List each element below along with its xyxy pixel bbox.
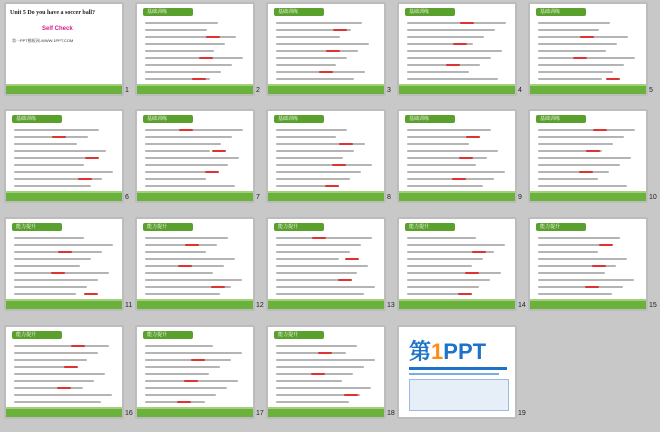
text-line [276, 359, 375, 361]
text-line [14, 387, 83, 389]
answer-mark [206, 36, 220, 38]
slide-thumbnail[interactable] [136, 110, 254, 202]
section-header-text: 能力提升 [16, 224, 37, 230]
text-line [145, 57, 243, 59]
slide-thumbnail[interactable] [398, 326, 516, 418]
text-line [276, 129, 347, 131]
text-line [538, 178, 598, 180]
text-line [14, 129, 99, 131]
answer-mark [465, 272, 479, 274]
text-line [276, 286, 375, 288]
slide-thumbnail[interactable] [398, 218, 516, 310]
answer-mark [339, 143, 353, 145]
text-line [407, 29, 495, 31]
slide-footer-bar [6, 86, 122, 94]
text-line [538, 78, 602, 80]
slide-number: 3 [387, 87, 391, 94]
promo-panel [409, 379, 509, 411]
slide-number: 14 [518, 302, 526, 309]
text-line [538, 279, 634, 281]
answer-mark [184, 380, 198, 382]
text-line [145, 178, 206, 180]
answer-mark [585, 286, 599, 288]
answer-mark [84, 293, 98, 295]
text-line [276, 22, 362, 24]
text-line [538, 22, 610, 24]
slide-number: 17 [256, 410, 264, 417]
slide-thumbnail[interactable] [267, 326, 385, 418]
section-header-text: 基础训练 [278, 9, 299, 15]
text-line [14, 380, 94, 382]
answer-mark [593, 129, 607, 131]
answer-mark [580, 36, 594, 38]
text-line [14, 171, 113, 173]
section-header-text: 基础训练 [278, 116, 299, 122]
text-line [407, 279, 490, 281]
slide-footer-bar [530, 86, 646, 94]
text-line [145, 64, 232, 66]
logo-underline [409, 367, 507, 370]
slide-thumbnail[interactable] [267, 110, 385, 202]
text-line [145, 359, 231, 361]
text-line [14, 279, 98, 281]
text-line [145, 29, 207, 31]
slide-number: 9 [518, 194, 522, 201]
text-line [14, 293, 76, 295]
text-line [538, 43, 617, 45]
answer-mark [458, 293, 472, 295]
answer-mark [57, 387, 71, 389]
slide-footer-bar [399, 301, 515, 309]
text-line [407, 57, 491, 59]
text-line [407, 150, 498, 152]
section-header-text: 能力提升 [278, 224, 299, 230]
section-header-text: 能力提升 [278, 332, 299, 338]
text-line [407, 244, 505, 246]
text-line [276, 244, 361, 246]
logo-text: PPT [443, 339, 487, 364]
text-line [538, 50, 606, 52]
answer-mark [333, 29, 347, 31]
text-line [276, 178, 350, 180]
logo-char: 第 [409, 339, 432, 364]
slide-subtitle: Self Check [42, 26, 73, 32]
answer-mark [311, 373, 325, 375]
text-line [14, 394, 112, 396]
slide-footer-bar [137, 301, 253, 309]
slide-footer-bar [530, 301, 646, 309]
text-line [407, 237, 476, 239]
slide-thumbnail[interactable] [136, 326, 254, 418]
text-line [14, 150, 106, 152]
answer-mark [52, 136, 66, 138]
text-line [538, 64, 624, 66]
answer-mark [460, 22, 474, 24]
slide-footer-bar [530, 193, 646, 201]
answer-mark [338, 279, 352, 281]
answer-mark [326, 50, 340, 52]
text-line [407, 164, 476, 166]
slide-thumbnail[interactable] [529, 110, 647, 202]
text-line [538, 71, 613, 73]
text-line [145, 251, 206, 253]
text-line [407, 286, 479, 288]
text-line [276, 258, 339, 260]
text-line [538, 237, 620, 239]
text-line [276, 251, 350, 253]
slide-footer-bar [6, 301, 122, 309]
text-line [276, 57, 347, 59]
text-line [276, 171, 361, 173]
text-line [14, 136, 88, 138]
slide-thumbnail[interactable] [136, 218, 254, 310]
text-line [145, 43, 225, 45]
answer-mark [599, 244, 613, 246]
text-line [145, 237, 228, 239]
logo-number: 1 [431, 339, 444, 364]
slide-number: 16 [125, 410, 133, 417]
slide-footer-bar [137, 409, 253, 417]
slide-thumbnail[interactable] [529, 218, 647, 310]
answer-mark [319, 71, 333, 73]
text-line [145, 71, 221, 73]
text-line [145, 50, 214, 52]
answer-mark [192, 78, 206, 80]
answer-mark [185, 244, 199, 246]
answer-mark [459, 157, 473, 159]
logo-tagline [409, 373, 499, 375]
answer-mark [586, 150, 600, 152]
slide-number: 19 [518, 410, 526, 417]
text-line [14, 258, 91, 260]
text-line [407, 78, 498, 80]
section-header-text: 基础训练 [409, 116, 430, 122]
answer-mark [179, 129, 193, 131]
text-line [276, 164, 372, 166]
text-line [14, 164, 84, 166]
text-line [145, 394, 216, 396]
text-line [276, 43, 369, 45]
text-line [276, 265, 368, 267]
section-header-text: 基础训练 [16, 116, 37, 122]
answer-mark [212, 150, 226, 152]
text-line [14, 143, 77, 145]
slide-footer-bar [399, 86, 515, 94]
text-line [145, 345, 213, 347]
text-line [538, 171, 609, 173]
slide-number: 7 [256, 194, 260, 201]
text-line [276, 136, 336, 138]
text-line [145, 387, 227, 389]
answer-mark [592, 265, 606, 267]
text-line [407, 22, 506, 24]
answer-mark [51, 272, 65, 274]
answer-mark [71, 345, 85, 347]
text-line [145, 401, 205, 403]
slide-footer-bar [268, 409, 384, 417]
slide-url-text: 第一PPT模板网-WWW.1PPT.COM [12, 38, 74, 43]
slide-number: 4 [518, 87, 522, 94]
text-line [145, 150, 210, 152]
text-line [407, 258, 483, 260]
answer-mark [579, 171, 593, 173]
text-line [276, 272, 357, 274]
slide-thumbnail[interactable] [267, 3, 385, 95]
text-line [407, 50, 502, 52]
text-line [14, 345, 109, 347]
text-line [145, 129, 243, 131]
slide-thumbnail[interactable] [398, 110, 516, 202]
section-header-text: 能力提升 [409, 224, 430, 230]
text-line [538, 272, 605, 274]
text-line [407, 129, 491, 131]
text-line [276, 366, 364, 368]
text-line [145, 373, 209, 375]
text-line [538, 129, 635, 131]
answer-mark [177, 401, 191, 403]
answer-mark [191, 359, 205, 361]
answer-mark [344, 394, 358, 396]
text-line [14, 373, 105, 375]
slide-number: 1 [125, 87, 129, 94]
section-header-text: 基础训练 [540, 9, 561, 15]
answer-mark [452, 178, 466, 180]
text-line [538, 185, 627, 187]
slide-number: 12 [256, 302, 264, 309]
answer-mark [58, 251, 72, 253]
slide-number: 13 [387, 302, 395, 309]
text-line [145, 36, 236, 38]
text-line [145, 272, 213, 274]
answer-mark [446, 64, 460, 66]
text-line [14, 286, 87, 288]
text-line [407, 36, 484, 38]
slide-footer-bar [268, 86, 384, 94]
slide-thumbnail[interactable] [136, 3, 254, 95]
slide-footer-bar [6, 409, 122, 417]
slide-thumbnail[interactable] [5, 110, 123, 202]
text-line [407, 71, 469, 73]
section-header-text: 基础训练 [409, 9, 430, 15]
text-line [145, 279, 242, 281]
text-line [407, 272, 501, 274]
answer-mark [325, 185, 339, 187]
answer-mark [472, 251, 486, 253]
slide-footer-bar [6, 193, 122, 201]
text-line [14, 237, 84, 239]
slide-number: 8 [387, 194, 391, 201]
text-line [276, 352, 346, 354]
text-line [538, 164, 620, 166]
section-header-text: 能力提升 [147, 332, 168, 338]
answer-mark [318, 352, 332, 354]
text-line [276, 345, 357, 347]
text-line [276, 279, 346, 281]
answer-mark [64, 366, 78, 368]
text-line [276, 387, 371, 389]
slide-thumbnail[interactable] [267, 218, 385, 310]
slide-number: 15 [649, 302, 657, 309]
text-line [14, 185, 91, 187]
text-line [145, 293, 220, 295]
text-line [538, 293, 612, 295]
text-line [538, 258, 627, 260]
section-header-text: 基础训练 [147, 116, 168, 122]
text-line [407, 185, 483, 187]
text-line [276, 401, 349, 403]
text-line [14, 157, 95, 159]
answer-mark [466, 136, 480, 138]
text-line [145, 143, 221, 145]
section-header-text: 能力提升 [16, 332, 37, 338]
slide-number: 11 [125, 302, 133, 309]
answer-mark [453, 43, 467, 45]
slide-footer-bar [268, 193, 384, 201]
answer-mark [345, 258, 359, 260]
text-line [145, 366, 220, 368]
text-line [276, 380, 342, 382]
slide-thumbnail[interactable] [5, 326, 123, 418]
slide-number: 6 [125, 194, 129, 201]
answer-mark [211, 286, 225, 288]
slide-number: 10 [649, 194, 657, 201]
slide-number: 5 [649, 87, 653, 94]
text-line [145, 244, 217, 246]
text-line [407, 157, 487, 159]
text-line [14, 359, 87, 361]
slide-thumbnail[interactable] [529, 3, 647, 95]
text-line [538, 251, 598, 253]
text-line [14, 244, 113, 246]
slide-thumbnail[interactable] [5, 218, 123, 310]
text-line [145, 185, 235, 187]
text-line [407, 265, 472, 267]
slide-thumbnail[interactable] [5, 3, 123, 95]
answer-mark [85, 157, 99, 159]
section-header-text: 基础训练 [540, 116, 561, 122]
slide-number: 2 [256, 87, 260, 94]
ppt-logo [409, 335, 486, 366]
slide-thumbnail[interactable] [398, 3, 516, 95]
text-line [276, 150, 354, 152]
text-line [145, 157, 239, 159]
text-line [14, 352, 98, 354]
text-line [145, 258, 235, 260]
slide-footer-bar [137, 193, 253, 201]
text-line [407, 178, 494, 180]
text-line [538, 286, 623, 288]
answer-mark [205, 171, 219, 173]
slide-footer-bar [268, 301, 384, 309]
text-line [145, 136, 232, 138]
text-line [276, 293, 364, 295]
slide-title: Unit 5 Do you have a soccer ball? [10, 10, 96, 16]
text-line [276, 64, 336, 66]
answer-mark [573, 57, 587, 59]
section-header-text: 能力提升 [147, 224, 168, 230]
text-line [538, 157, 631, 159]
text-line [145, 164, 228, 166]
text-line [407, 143, 469, 145]
answer-mark [332, 164, 346, 166]
answer-mark [199, 57, 213, 59]
answer-mark [606, 78, 620, 80]
text-line [407, 171, 505, 173]
answer-mark [178, 265, 192, 267]
section-header-text: 能力提升 [540, 224, 561, 230]
text-line [276, 50, 358, 52]
text-line [538, 29, 599, 31]
text-line [14, 265, 80, 267]
text-line [14, 401, 101, 403]
slide-footer-bar [399, 193, 515, 201]
section-header-text: 基础训练 [147, 9, 168, 15]
text-line [145, 22, 218, 24]
text-line [276, 78, 354, 80]
text-line [276, 157, 343, 159]
text-line [407, 64, 480, 66]
text-line [538, 136, 624, 138]
slide-number: 18 [387, 410, 395, 417]
answer-mark [78, 178, 92, 180]
answer-mark [312, 237, 326, 239]
text-line [538, 143, 613, 145]
text-line [276, 36, 340, 38]
slide-footer-bar [137, 86, 253, 94]
text-line [145, 352, 242, 354]
